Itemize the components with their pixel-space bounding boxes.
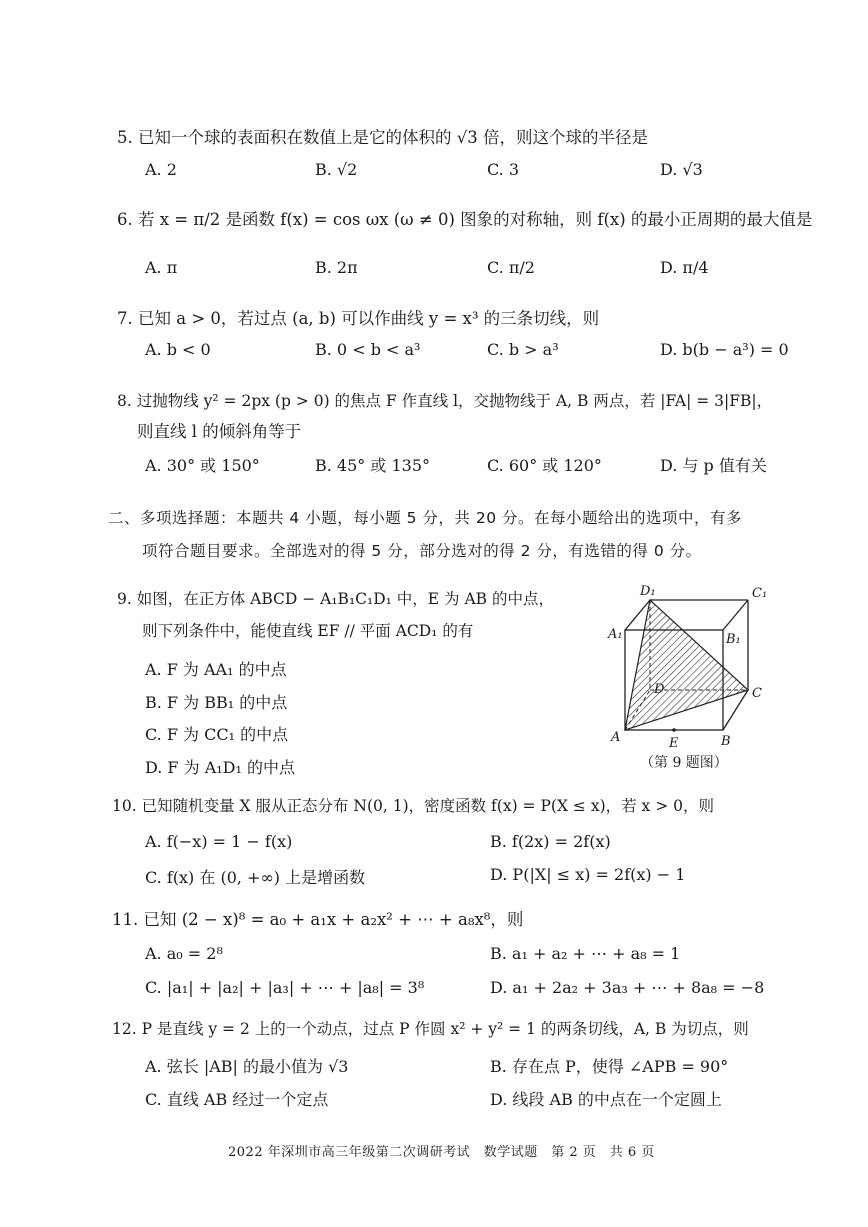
q5-option-a: A. 2 [145,160,177,179]
question-5-stem: 5. 已知一个球的表面积在数值上是它的体积的 √3 倍，则这个球的半径是 [117,128,648,147]
q6-option-c: C. π/2 [487,258,535,277]
q6-option-b: B. 2π [315,258,358,277]
q5-option-c: C. 3 [487,160,520,179]
q10-option-d: D. P(|X| ≤ x) = 2f(x) − 1 [490,865,686,884]
q11-option-d: D. a₁ + 2a₂ + 3a₃ + ⋯ + 8a₈ = −8 [490,978,765,997]
q8-option-b: B. 45° 或 135° [315,456,431,475]
label-b: B [721,734,731,749]
q12-option-c: C. 直线 AB 经过一个定点 [145,1090,329,1109]
q7-option-c: C. b > a³ [487,340,559,359]
label-c: C [752,686,762,701]
q11-option-b: B. a₁ + a₂ + ⋯ + a₈ = 1 [490,944,681,963]
q5-option-d: D. √3 [660,160,703,179]
question-12-stem: 12. P 是直线 y = 2 上的一个动点，过点 P 作圆 x² + y² = 1 的两条切线，A, B 为切点，则 [112,1020,749,1038]
question-10-stem: 10. 已知随机变量 X 服从正态分布 N(0, 1)，密度函数 f(x) = P(X ≤ x)，若 x > 0，则 [112,797,714,815]
q10-option-b: B. f(2x) = 2f(x) [490,832,611,851]
question-9-stem: 9. 如图，在正方体 ABCD − A₁B₁C₁D₁ 中，E 为 AB 的中点， [117,590,554,608]
label-d1: D₁ [640,584,656,599]
q12-option-b: B. 存在点 P，使得 ∠APB = 90° [490,1057,729,1076]
q10-option-c: C. f(x) 在 (0, +∞) 上是增函数 [145,868,366,887]
q11-option-a: A. a₀ = 2⁸ [145,944,223,963]
q8-option-a: A. 30° 或 150° [145,456,260,475]
label-a1: A₁ [608,627,623,642]
q5-option-b: B. √2 [315,160,358,179]
label-e: E [669,736,679,751]
q8-option-d: D. 与 p 值有关 [660,456,767,475]
shaded-triangle-acd1 [625,600,748,730]
q7-option-b: B. 0 < b < a³ [315,340,421,359]
page-footer: 2022 年深圳市高三年级第二次调研考试 数学试题 第 2 页 共 6 页 [228,1145,655,1160]
q12-option-d: D. 线段 AB 的中点在一个定圆上 [490,1090,722,1109]
label-a: A [611,730,621,745]
question-6-stem: 6. 若 x = π/2 是函数 f(x) = cos ωx (ω ≠ 0) 图象的对称轴，则 f(x) 的最小正周期的最大值是 [117,210,813,229]
q8-option-c: C. 60° 或 120° [487,456,602,475]
question-11-stem: 11. 已知 (2 − x)⁸ = a₀ + a₁x + a₂x² + ⋯ + a₈x⁸，则 [112,910,524,929]
label-c1: C₁ [752,586,768,601]
q6-option-d: D. π/4 [660,258,709,277]
q11-option-c: C. |a₁| + |a₂| + |a₃| + ⋯ + |a₈| = 3⁸ [145,978,425,997]
figure-caption: （第 9 题图） [640,755,728,771]
question-8-stem-cont: 则直线 l 的倾斜角等于 [137,422,302,441]
q7-option-a: A. b < 0 [145,340,211,359]
cube-figure [600,575,780,755]
label-b1: B₁ [726,632,741,647]
q9-option-c: C. F 为 CC₁ 的中点 [145,725,289,744]
question-8-stem: 8. 过抛物线 y² = 2px (p > 0) 的焦点 F 作直线 l，交抛物线于 A, B 两点，若 |FA| = 3|FB|， [117,392,773,410]
section-2-heading-cont: 项符合题目要求。全部选对的得 5 分，部分选对的得 2 分，有选错的得 0 分。 [142,542,702,560]
question-7-stem: 7. 已知 a > 0，若过点 (a, b) 可以作曲线 y = x³ 的三条切线，则 [117,309,600,328]
q7-option-d: D. b(b − a³) = 0 [660,340,789,359]
q10-option-a: A. f(−x) = 1 − f(x) [145,832,293,851]
section-2-heading: 二、多项选择题：本题共 4 小题，每小题 5 分，共 20 分。在每小题给出的选项中，有多 [108,509,743,527]
label-d: D [654,682,665,697]
q9-option-d: D. F 为 A₁D₁ 的中点 [145,758,296,777]
q9-option-b: B. F 为 BB₁ 的中点 [145,693,288,712]
q9-option-a: A. F 为 AA₁ 的中点 [145,660,287,679]
q6-option-a: A. π [145,258,178,277]
q12-option-a: A. 弦长 |AB| 的最小值为 √3 [145,1057,349,1076]
question-9-stem-cont: 则下列条件中，能使直线 EF // 平面 ACD₁ 的有 [142,622,474,640]
